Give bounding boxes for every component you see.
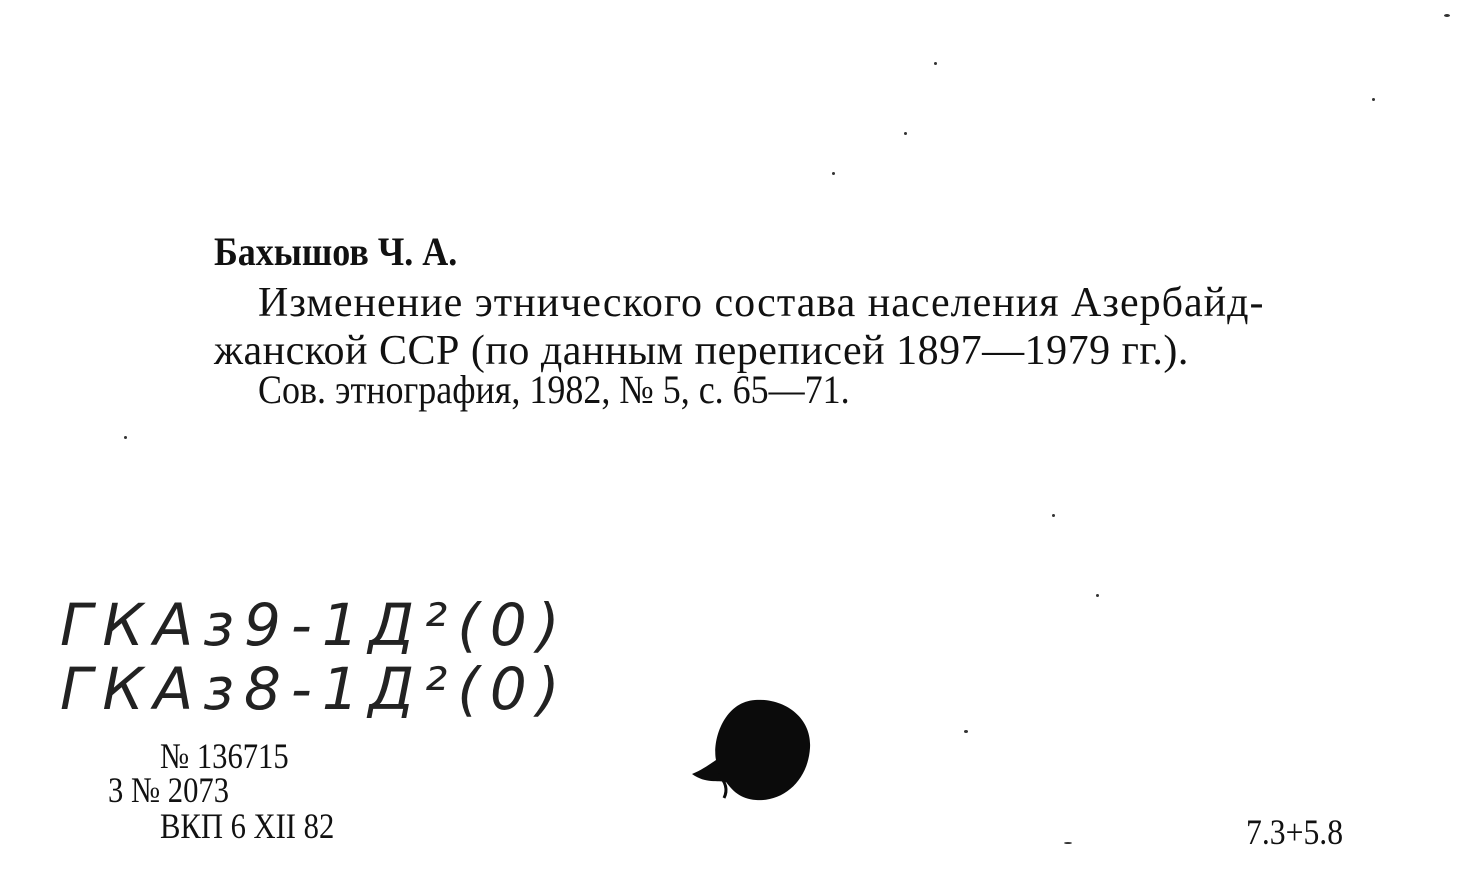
dust-speck bbox=[1372, 98, 1375, 101]
registration-stamp: ВКП 6 XII 82 bbox=[160, 806, 335, 846]
dust-speck bbox=[124, 436, 127, 439]
handwritten-shelfmark-1: ГКАз9-1Д²(0) bbox=[60, 591, 570, 659]
dust-speck bbox=[964, 730, 968, 733]
order-number: 3 № 2073 bbox=[108, 770, 230, 810]
dust-speck bbox=[832, 172, 835, 175]
handwritten-shelfmark-2: ГКАз8-1Д²(0) bbox=[60, 655, 570, 723]
inventory-number: № 136715 bbox=[160, 736, 289, 776]
title-line-2: жанской ССР (по данным переписей 1897—1979 гг.). bbox=[214, 328, 1189, 374]
title-line-1: Изменение этнического состава населения Азербайд- bbox=[258, 280, 1265, 326]
dust-speck bbox=[1444, 14, 1450, 17]
publication-source: Сов. этнография, 1982, № 5, с. 65—71. bbox=[258, 367, 850, 412]
dust-speck bbox=[1096, 594, 1099, 597]
dust-speck bbox=[934, 62, 937, 65]
dust-speck bbox=[1064, 842, 1072, 844]
author-name: Бахышов Ч. А. bbox=[214, 229, 458, 274]
classification-code: 7.3+5.8 bbox=[1246, 812, 1344, 852]
ink-blot bbox=[680, 690, 820, 810]
dust-speck bbox=[1052, 514, 1055, 517]
dust-speck bbox=[904, 132, 907, 135]
